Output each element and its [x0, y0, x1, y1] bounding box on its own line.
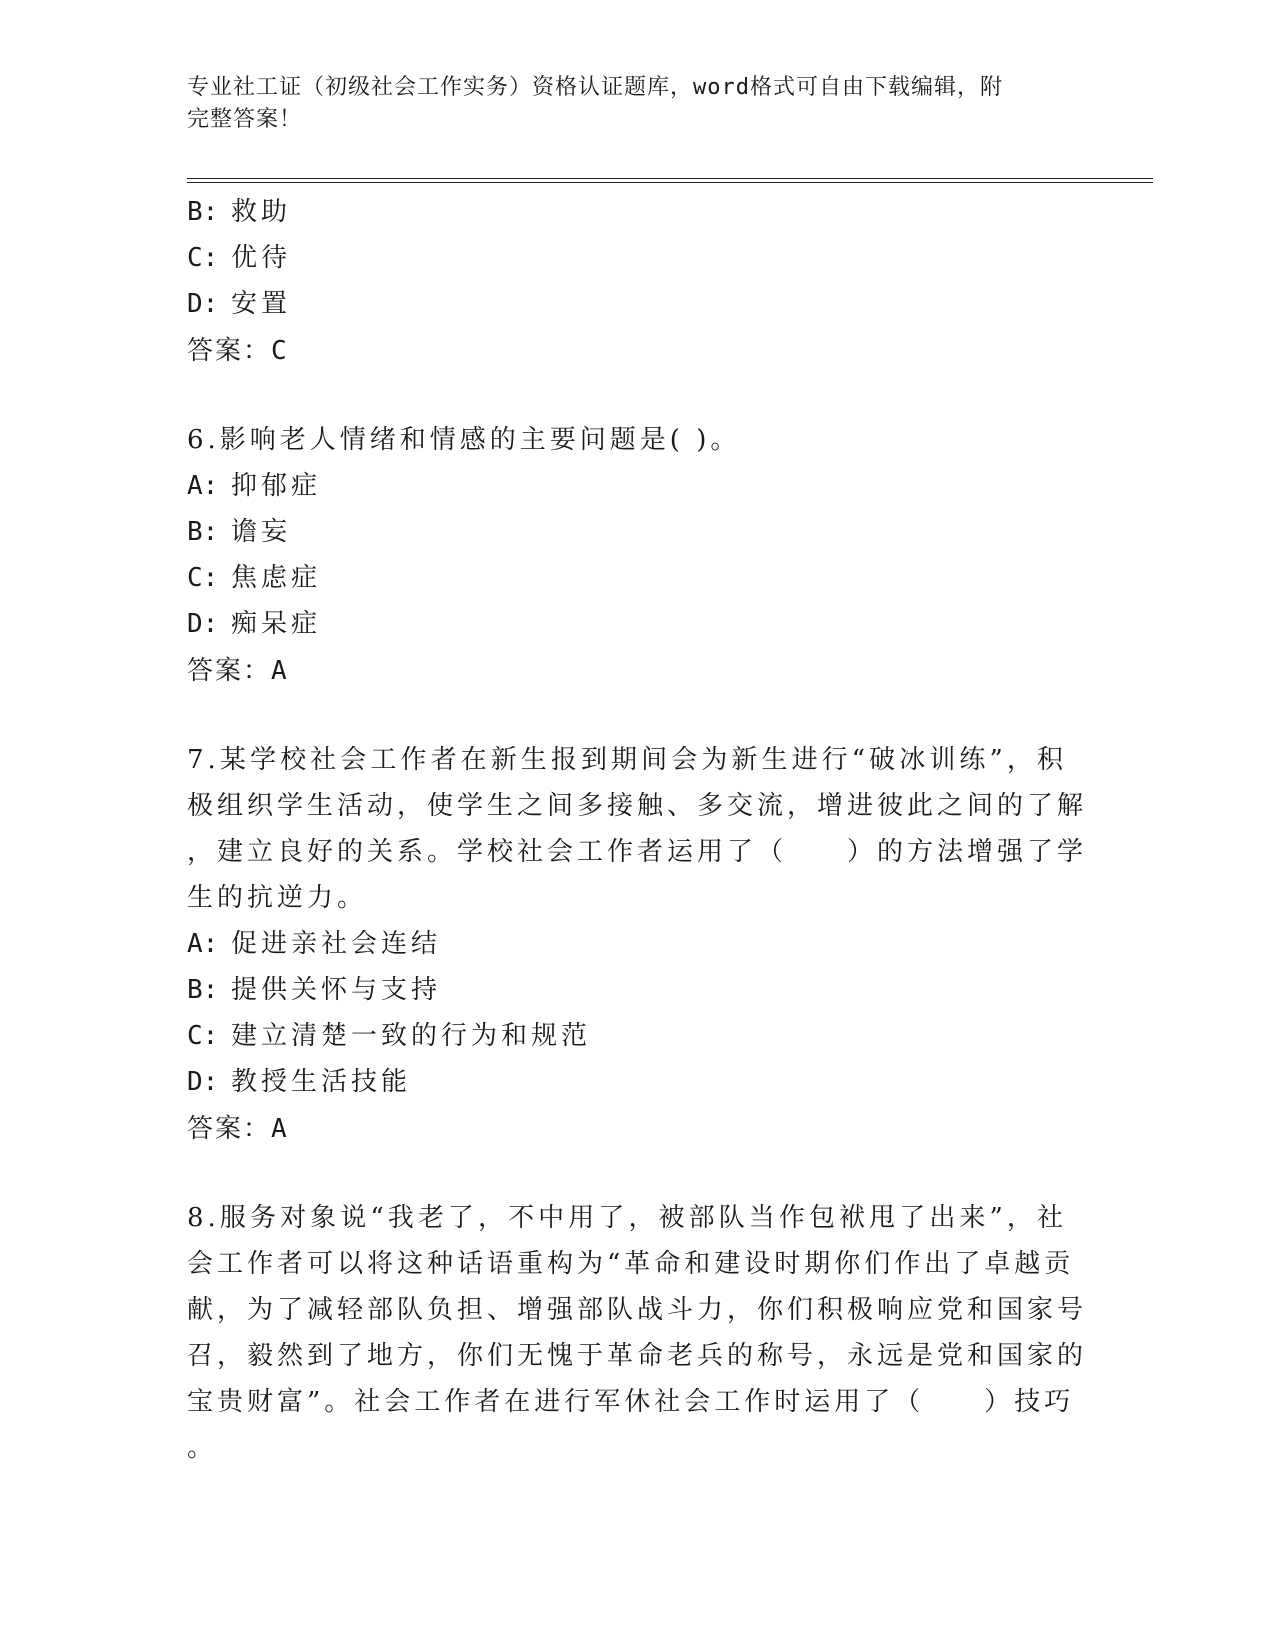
- option-text: 抑郁症: [231, 471, 322, 501]
- document-body: [187, 189, 1088, 1471]
- header-line-1: 专业社工证（初级社会工作实务）资格认证题库，word格式可自由下载编辑，附: [187, 75, 1003, 100]
- question-stem-line: 宝贵财富”。社会工作者在进行军休社会工作时运用了（ ）技巧: [187, 1387, 1075, 1417]
- answer-line: [187, 327, 1067, 373]
- document-header: [187, 72, 1067, 136]
- option-letter: B:: [187, 197, 219, 227]
- option-text: 促进亲社会连结: [231, 929, 442, 959]
- option-letter: D:: [187, 1067, 219, 1097]
- question-stem-line: 7.某学校社会工作者在新生报到期间会为新生进行“破冰训练”，积: [187, 745, 1067, 775]
- question-8: [187, 1195, 1088, 1471]
- option-d: [187, 281, 1067, 327]
- answer-label: 答案：: [187, 335, 272, 365]
- question-stem-line: 会工作者可以将这种话语重构为“革命和建设时期你们作出了卓越贡: [187, 1249, 1075, 1279]
- option-text: 谵妄: [231, 517, 292, 547]
- option-letter: B:: [187, 975, 219, 1005]
- option-a: [187, 463, 1067, 509]
- question-stem-line: ，建立良好的关系。学校社会工作者运用了（ ）的方法增强了学: [187, 837, 1088, 867]
- question-stem-line: 召，毅然到了地方，你们无愧于革命老兵的称号，永远是党和国家的: [187, 1341, 1088, 1371]
- option-text: 教授生活技能: [231, 1067, 412, 1097]
- answer-label: 答案：: [187, 1113, 272, 1143]
- answer-value: A: [271, 1114, 289, 1144]
- option-b: [187, 509, 1067, 555]
- option-b: [187, 967, 1067, 1013]
- option-letter: C:: [187, 1021, 219, 1051]
- option-letter: C:: [187, 243, 219, 273]
- option-c: [187, 1013, 1067, 1059]
- question-6: [187, 417, 1067, 693]
- question-stem-line: 8.服务对象说“我老了，不中用了，被部队当作包袱甩了出来”，社: [187, 1203, 1067, 1233]
- header-line-2: 完整答案！: [187, 107, 303, 132]
- option-letter: A:: [187, 929, 219, 959]
- option-c: [187, 235, 1067, 281]
- option-text: 建立清楚一致的行为和规范: [231, 1021, 592, 1051]
- option-letter: B:: [187, 517, 219, 547]
- header-divider-bottom: [187, 182, 1153, 183]
- option-letter: D:: [187, 609, 219, 639]
- header-divider-top: [187, 178, 1153, 179]
- question-stem-line: 献，为了减轻部队负担、增强部队战斗力，你们积极响应党和国家号: [187, 1295, 1088, 1325]
- option-b: [187, 189, 1067, 235]
- option-d: [187, 1059, 1067, 1105]
- question-7: [187, 737, 1088, 1151]
- option-text: 提供关怀与支持: [231, 975, 442, 1005]
- answer-line: [187, 1105, 1067, 1151]
- question-5-options: [187, 189, 1067, 373]
- question-stem-line: 。: [187, 1433, 218, 1463]
- option-text: 焦虑症: [231, 563, 322, 593]
- question-stem-line: 生的抗逆力。: [187, 883, 368, 913]
- answer-line: [187, 647, 1067, 693]
- answer-value: A: [271, 656, 289, 686]
- option-letter: D:: [187, 289, 219, 319]
- option-letter: A:: [187, 471, 219, 501]
- option-letter: C:: [187, 563, 219, 593]
- question-stem-line: 极组织学生活动，使学生之间多接触、多交流，增进彼此之间的了解: [187, 791, 1088, 821]
- option-text: 优待: [231, 243, 292, 273]
- question-stem: 6.影响老人情绪和情感的主要问题是( )。: [187, 425, 741, 455]
- option-text: 救助: [231, 197, 292, 227]
- option-text: 安置: [231, 289, 292, 319]
- answer-label: 答案：: [187, 655, 272, 685]
- option-a: [187, 921, 1067, 967]
- answer-value: C: [271, 336, 289, 366]
- option-d: [187, 601, 1067, 647]
- option-c: [187, 555, 1067, 601]
- option-text: 痴呆症: [231, 609, 322, 639]
